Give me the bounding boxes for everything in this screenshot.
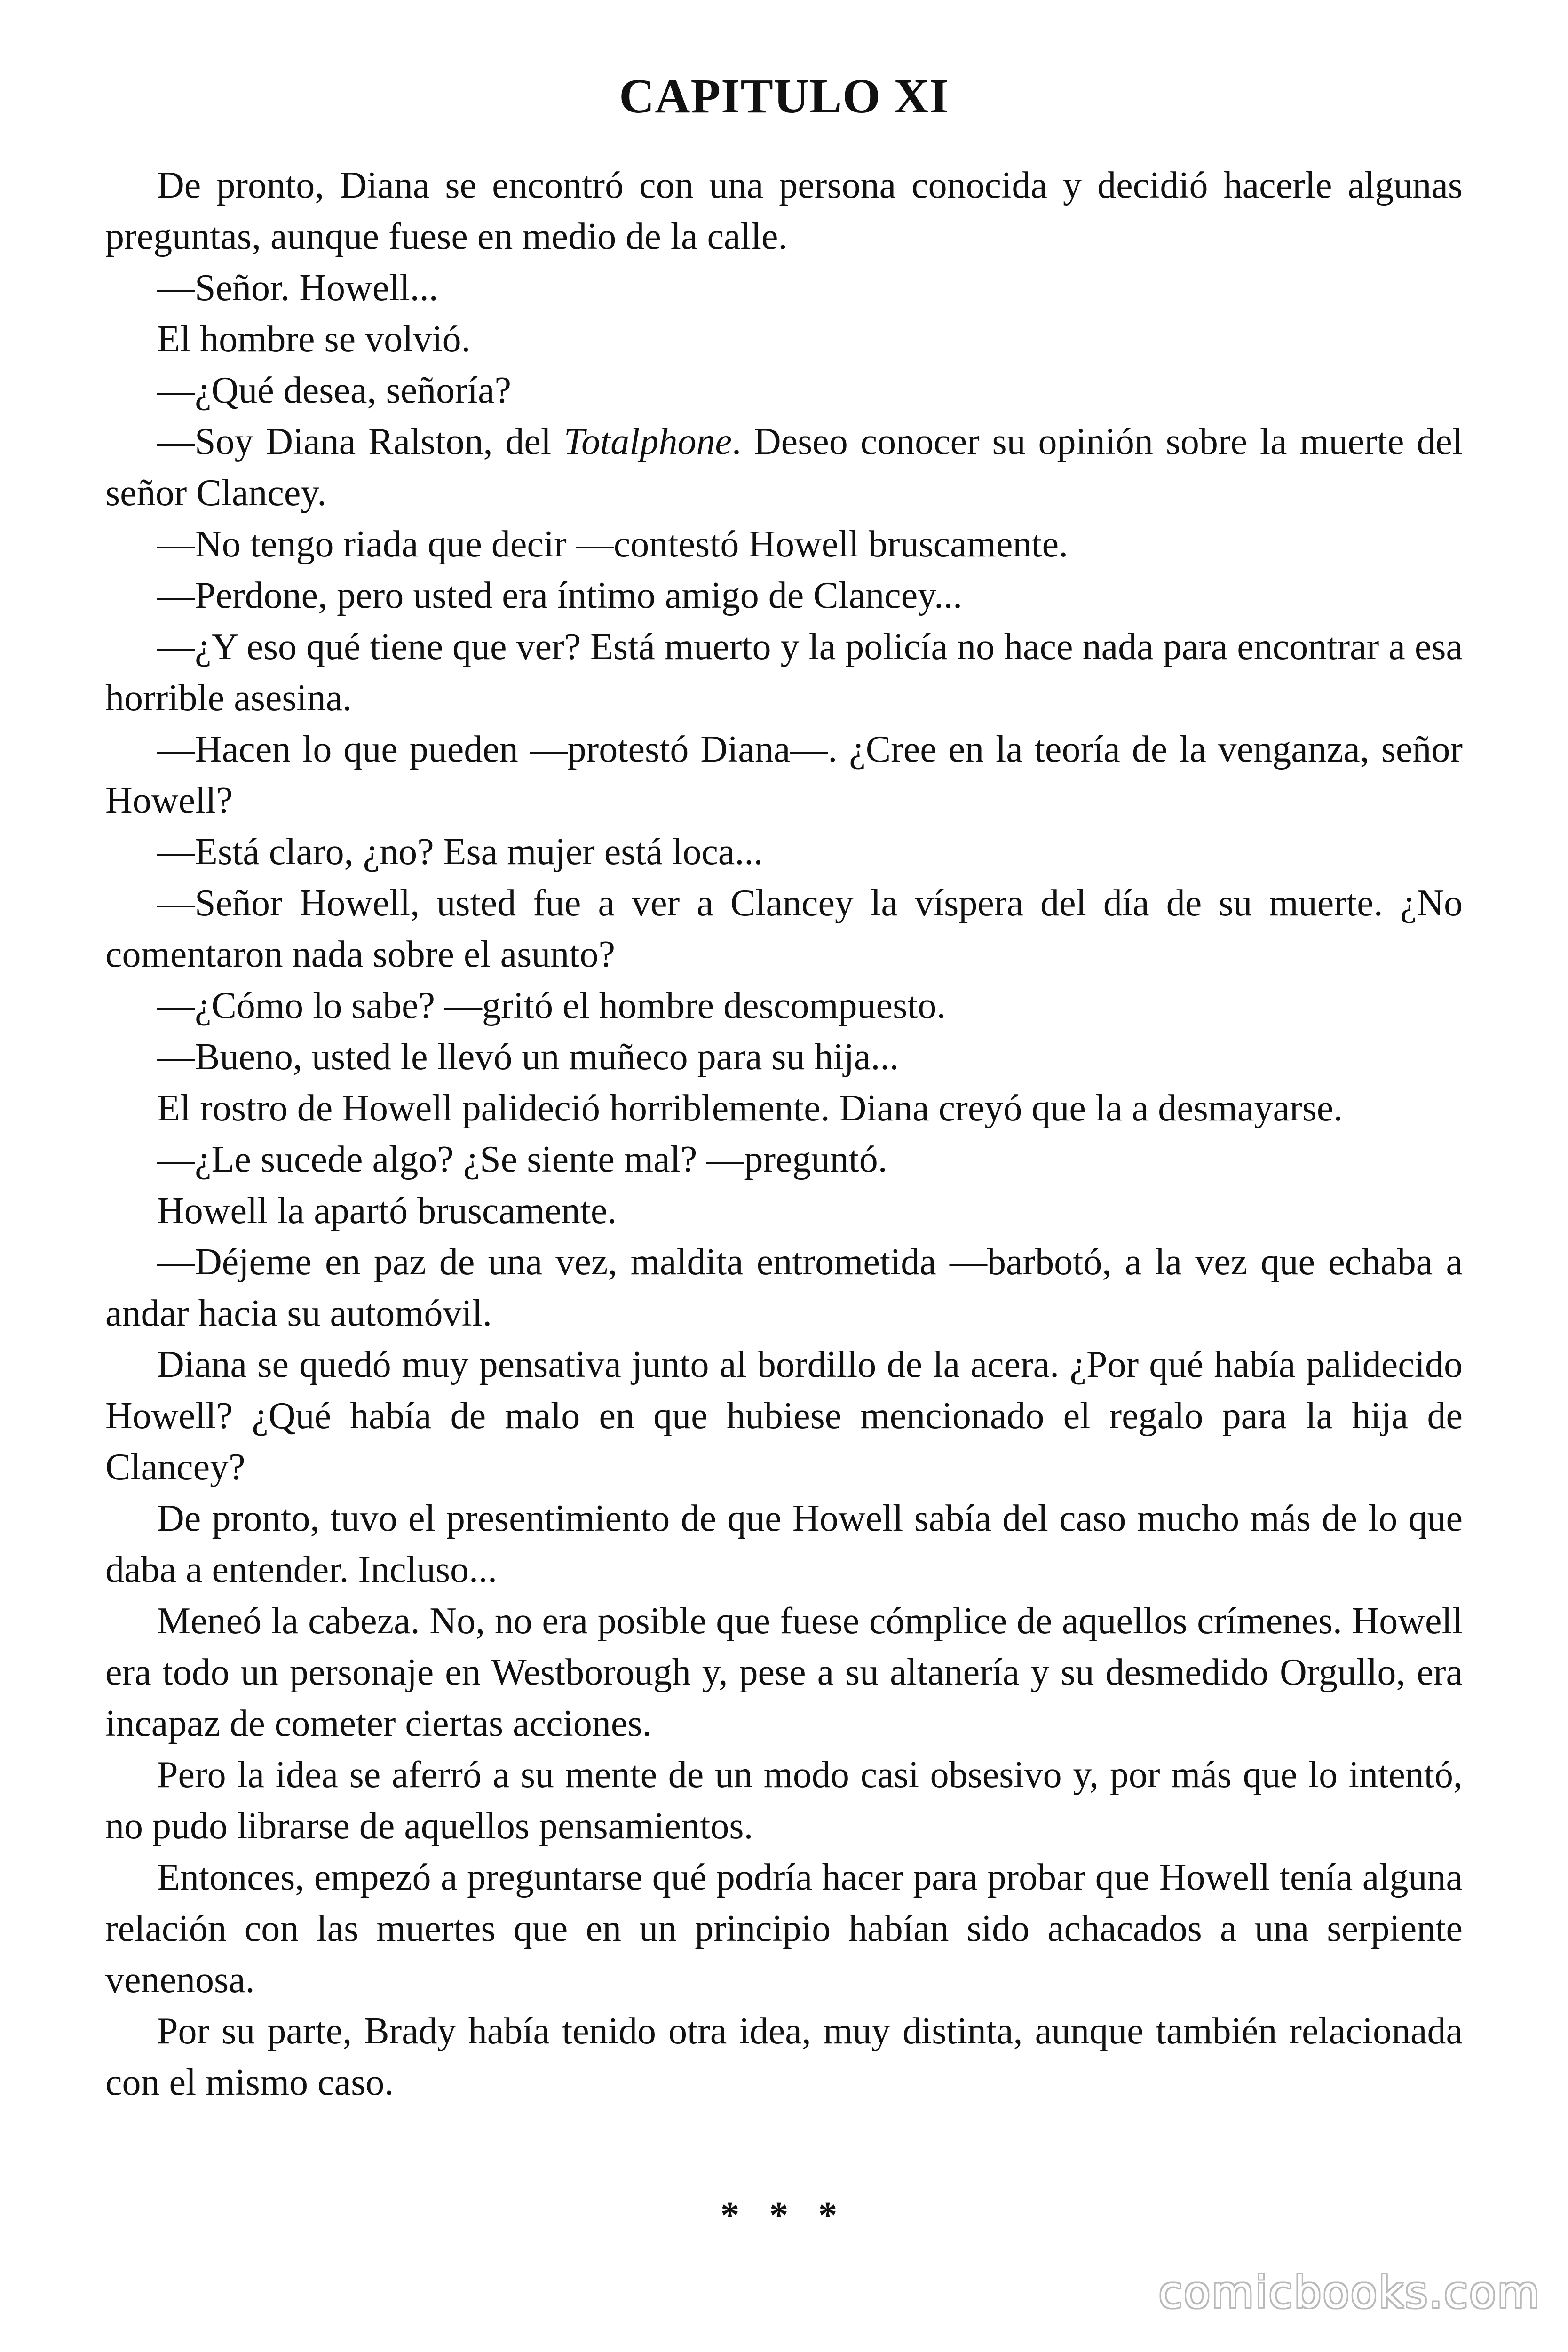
paragraph: Entonces, empezó a preguntarse qué podría hacer para probar que Howell tenía alguna relación con las muertes que en un principio habían sido achacados a una serpiente venenosa. [105,1857,1463,2001]
paragraph: —Señor. Howell... [157,267,438,309]
paragraph: Diana se quedó muy pensativa junto al bordillo de la acera. ¿Por qué había palidecido Howell? ¿Qué había de malo en que hubiese mencionado el regalo para la hija de Clancey? [105,1344,1463,1488]
paragraph: De pronto, tuvo el presentimiento de que Howell sabía del caso mucho más de lo que daba a entender. Incluso... [105,1498,1463,1590]
paragraph: —¿Cómo lo sabe? —gritó el hombre descompuesto. [157,985,946,1026]
paragraph: —Señor Howell, usted fue a ver a Clancey la víspera del día de su muerte. ¿No comentaron nada sobre el asunto? [105,882,1463,975]
paragraph: —Hacen lo que pueden —protestó Diana—. ¿Cree en la teoría de la venganza, señor Howell? [105,729,1463,821]
chapter-title: CAPITULO XI [619,69,949,123]
paragraph: —¿Y eso qué tiene que ver? Está muerto y la policía no hace nada para encontrar a esa horrible asesina. [105,626,1463,719]
page-content [105,66,1463,2108]
paragraph: —¿Le sucede algo? ¿Se siente mal? —preguntó. [157,1139,887,1180]
paragraph: Howell la apartó bruscamente. [157,1190,617,1232]
paragraph-text: . Deseo conocer su opinión sobre la muerte del señor Clancey. [105,421,1463,514]
paragraph [105,416,1463,519]
paragraph: El hombre se volvió. [157,318,471,360]
paragraph-text: —Soy Diana Ralston, del [157,421,564,462]
body-text [105,160,1463,2108]
paragraph: De pronto, Diana se encontró con una persona conocida y decidió hacerle algunas preguntas, aunque fuese en medio de la calle. [105,165,1463,257]
paragraph: —Bueno, usted le llevó un muñeco para su hija... [157,1036,899,1078]
italic-title: Totalphone [563,421,732,462]
paragraph: —Perdone, pero usted era íntimo amigo de Clancey... [157,575,963,616]
paragraph: El rostro de Howell palideció horriblemente. Diana creyó que la a desmayarse. [157,1088,1343,1129]
paragraph: —Déjeme en paz de una vez, maldita entrometida —barbotó, a la vez que echaba a andar hacia su automóvil. [105,1241,1463,1334]
paragraph: —No tengo riada que decir —contestó Howell bruscamente. [157,524,1069,565]
section-separator: * * * [721,2195,847,2236]
paragraph: —¿Qué desea, señoría? [157,370,511,411]
paragraph: Por su parte, Brady había tenido otra idea, muy distinta, aunque también relacionada con el mismo caso. [105,2010,1463,2103]
watermark-text: comicbooks.com [1158,2267,1541,2318]
paragraph: —Está claro, ¿no? Esa mujer está loca... [157,831,763,873]
paragraph: Meneó la cabeza. No, no era posible que fuese cómplice de aquellos crímenes. Howell era todo un personaje en Westborough y, pese a su altanería y su desmedido Orgullo, era incapaz de cometer ciertas acciones. [105,1600,1463,1744]
paragraph: Pero la idea se aferró a su mente de un modo casi obsesivo y, por más que lo intentó, no pudo librarse de aquellos pensamientos. [105,1754,1463,1847]
